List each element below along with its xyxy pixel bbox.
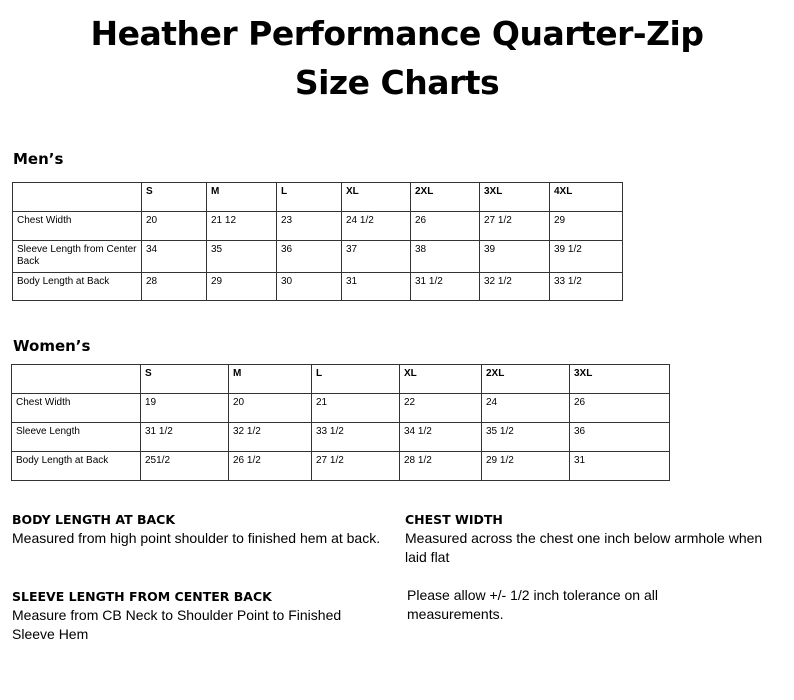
sleeve-length-heading: SLEEVE LENGTH FROM CENTER BACK [12, 589, 272, 604]
table-cell: 23 [277, 212, 342, 241]
table-cell: 34 1/2 [400, 423, 482, 452]
table-cell: 26 [411, 212, 480, 241]
page-title: Heather Performance Quarter-Zip [90, 14, 704, 53]
table-cell: 31 1/2 [141, 423, 229, 452]
table-cell: 31 1/2 [411, 273, 480, 301]
table-cell: 33 1/2 [550, 273, 623, 301]
table-cell: 28 1/2 [400, 452, 482, 481]
mens-corner-cell [13, 183, 142, 212]
body-length-text: Measured from high point shoulder to finished hem at back. [12, 530, 381, 546]
table-cell: 35 [207, 241, 277, 273]
mens-size-4xl: 4XL [550, 183, 623, 212]
womens-size-l: L [312, 365, 400, 394]
row-label: Sleeve Length [12, 423, 141, 452]
table-cell: 33 1/2 [312, 423, 400, 452]
womens-size-xl: XL [400, 365, 482, 394]
mens-header-row [13, 183, 623, 212]
mens-size-m: M [207, 183, 277, 212]
table-row [12, 394, 670, 423]
row-label: Body Length at Back [13, 273, 142, 301]
mens-size-3xl: 3XL [480, 183, 550, 212]
table-row [13, 273, 623, 301]
table-cell: 31 [342, 273, 411, 301]
chest-width-heading: CHEST WIDTH [405, 512, 503, 527]
table-cell: 26 [570, 394, 670, 423]
table-cell: 34 [142, 241, 207, 273]
table-cell: 30 [277, 273, 342, 301]
table-cell: 22 [400, 394, 482, 423]
table-cell: 27 1/2 [312, 452, 400, 481]
table-cell: 24 [482, 394, 570, 423]
table-cell: 35 1/2 [482, 423, 570, 452]
womens-size-m: M [229, 365, 312, 394]
table-cell: 21 12 [207, 212, 277, 241]
womens-size-s: S [141, 365, 229, 394]
table-row [13, 212, 623, 241]
row-label: Chest Width [12, 394, 141, 423]
table-cell: 39 1/2 [550, 241, 623, 273]
mens-size-2xl: 2XL [411, 183, 480, 212]
table-cell: 251/2 [141, 452, 229, 481]
mens-size-xl: XL [342, 183, 411, 212]
row-label: Body Length at Back [12, 452, 141, 481]
table-cell: 20 [229, 394, 312, 423]
sleeve-length-text: Measure from CB Neck to Shoulder Point to Finished Sleeve Hem [12, 607, 342, 642]
table-cell: 29 [207, 273, 277, 301]
table-cell: 21 [312, 394, 400, 423]
womens-size-2xl: 2XL [482, 365, 570, 394]
table-cell: 36 [277, 241, 342, 273]
womens-heading: Women’s [13, 337, 91, 355]
page-subtitle: Size Charts [294, 63, 500, 102]
table-cell: 39 [480, 241, 550, 273]
row-label: Chest Width [13, 212, 142, 241]
chest-width-text: Measured across the chest one inch below armhole when laid flat [405, 530, 763, 565]
table-cell: 37 [342, 241, 411, 273]
womens-size-table [11, 364, 670, 481]
table-row [12, 452, 670, 481]
table-cell: 29 [550, 212, 623, 241]
table-cell: 36 [570, 423, 670, 452]
mens-size-table [12, 182, 623, 301]
table-cell: 32 1/2 [480, 273, 550, 301]
tolerance-note: Please allow +/- 1/2 inch tolerance on all measurements. [407, 587, 658, 622]
row-label: Sleeve Length from Center Back [13, 241, 142, 273]
table-cell: 28 [142, 273, 207, 301]
table-cell: 20 [142, 212, 207, 241]
table-cell: 19 [141, 394, 229, 423]
table-cell: 29 1/2 [482, 452, 570, 481]
womens-header-row [12, 365, 670, 394]
table-cell: 27 1/2 [480, 212, 550, 241]
womens-corner-cell [12, 365, 141, 394]
body-length-heading: BODY LENGTH AT BACK [12, 512, 176, 527]
table-cell: 24 1/2 [342, 212, 411, 241]
table-cell: 32 1/2 [229, 423, 312, 452]
table-cell: 31 [570, 452, 670, 481]
mens-size-l: L [277, 183, 342, 212]
table-cell: 38 [411, 241, 480, 273]
table-row [13, 241, 623, 273]
table-row [12, 423, 670, 452]
table-cell: 26 1/2 [229, 452, 312, 481]
womens-size-3xl: 3XL [570, 365, 670, 394]
mens-size-s: S [142, 183, 207, 212]
mens-heading: Men’s [13, 150, 64, 168]
